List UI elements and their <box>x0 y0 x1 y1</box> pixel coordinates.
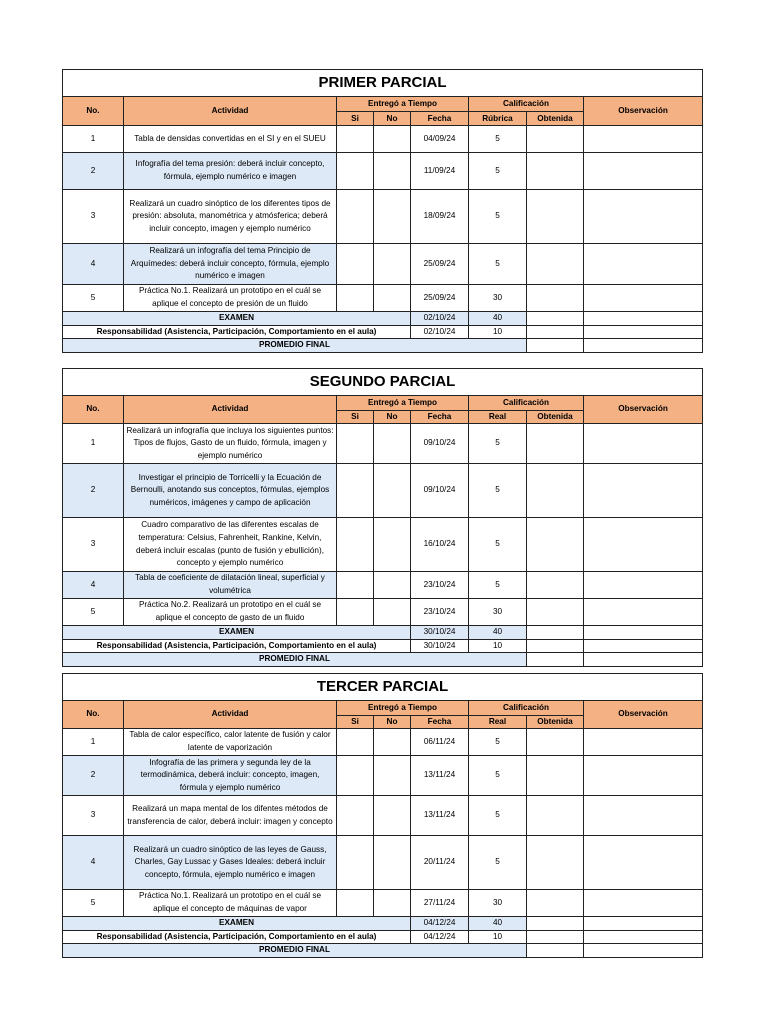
col-header-si: Si <box>337 716 374 729</box>
responsabilidad-observacion <box>584 930 703 944</box>
observacion-cell <box>584 424 703 464</box>
obtenida-cell <box>527 756 584 796</box>
col-header-no: No. <box>63 396 124 424</box>
col-header-rubrica: Real <box>469 411 527 424</box>
entrego-no-cell <box>374 153 411 190</box>
activity-number: 2 <box>63 464 124 518</box>
col-header-no-entrego: No <box>374 716 411 729</box>
entrego-si-cell <box>337 464 374 518</box>
col-header-fecha: Fecha <box>411 411 469 424</box>
table-row <box>63 729 703 756</box>
activity-description: Realizará un infografía que incluya los siguientes puntos: Tipos de flujos, Gasto de un fluido, fórmula, imagen y ejemplo numérico <box>124 424 337 464</box>
examen-valor: 40 <box>469 626 527 640</box>
activity-description: Infografía de las primera y segunda ley de la termodinámica, deberá incluir: concepto, imagen, fórmula y ejemplo numérico <box>124 756 337 796</box>
rubrica-cell: 5 <box>469 190 527 244</box>
entrego-si-cell <box>337 729 374 756</box>
activity-number: 3 <box>63 190 124 244</box>
fecha-cell: 20/11/24 <box>411 836 469 890</box>
obtenida-cell <box>527 518 584 572</box>
entrego-si-cell <box>337 836 374 890</box>
examen-observacion <box>584 626 703 640</box>
obtenida-cell <box>527 796 584 836</box>
entrego-no-cell <box>374 244 411 285</box>
section-title: SEGUNDO PARCIAL <box>63 369 703 396</box>
activity-number: 1 <box>63 729 124 756</box>
fecha-cell: 18/09/24 <box>411 190 469 244</box>
col-header-observacion: Observación <box>584 396 703 424</box>
table-row <box>63 285 703 312</box>
table-row <box>63 890 703 917</box>
col-header-actividad: Actividad <box>124 396 337 424</box>
examen-label: EXAMEN <box>63 917 411 931</box>
col-header-obtenida: Obtenida <box>527 716 584 729</box>
examen-label: EXAMEN <box>63 312 411 326</box>
rubrica-cell: 30 <box>469 890 527 917</box>
col-header-no: No. <box>63 97 124 126</box>
responsabilidad-row <box>63 930 703 944</box>
examen-row <box>63 312 703 326</box>
entrego-si-cell <box>337 126 374 153</box>
responsabilidad-row <box>63 639 703 653</box>
examen-obtenida <box>527 312 584 326</box>
col-header-rubrica: Rúbrica <box>469 112 527 126</box>
fecha-cell: 16/10/24 <box>411 518 469 572</box>
col-header-rubrica: Real <box>469 716 527 729</box>
responsabilidad-obtenida <box>527 639 584 653</box>
responsabilidad-valor: 10 <box>469 930 527 944</box>
entrego-si-cell <box>337 190 374 244</box>
activity-number: 5 <box>63 599 124 626</box>
obtenida-cell <box>527 729 584 756</box>
table-row <box>63 153 703 190</box>
table-row <box>63 126 703 153</box>
activity-number: 3 <box>63 518 124 572</box>
activity-description: Práctica No.1. Realizará un prototipo en el cuál se aplique el concepto de máquinas de vapor <box>124 890 337 917</box>
col-header-actividad: Actividad <box>124 97 337 126</box>
section-title: PRIMER PARCIAL <box>63 70 703 97</box>
col-header-no: No. <box>63 701 124 729</box>
entrego-no-cell <box>374 836 411 890</box>
col-header-no-entrego: No <box>374 112 411 126</box>
fecha-cell: 09/10/24 <box>411 424 469 464</box>
table-row <box>63 424 703 464</box>
observacion-cell <box>584 153 703 190</box>
grade-table <box>62 69 703 353</box>
activity-number: 1 <box>63 126 124 153</box>
entrego-no-cell <box>374 518 411 572</box>
table-row <box>63 756 703 796</box>
examen-label: EXAMEN <box>63 626 411 640</box>
observacion-cell <box>584 285 703 312</box>
responsabilidad-fecha: 04/12/24 <box>411 930 469 944</box>
col-header-calificacion: Calificación <box>469 396 584 411</box>
col-header-actividad: Actividad <box>124 701 337 729</box>
rubrica-cell: 5 <box>469 424 527 464</box>
responsabilidad-label: Responsabilidad (Asistencia, Participación, Comportamiento en el aula) <box>63 639 411 653</box>
entrego-no-cell <box>374 126 411 153</box>
obtenida-cell <box>527 572 584 599</box>
fecha-cell: 06/11/24 <box>411 729 469 756</box>
observacion-cell <box>584 244 703 285</box>
col-header-entrego: Entregó a Tiempo <box>337 701 469 716</box>
rubrica-cell: 5 <box>469 756 527 796</box>
grade-table <box>62 673 703 958</box>
examen-row <box>63 626 703 640</box>
activity-description: Cuadro comparativo de las diferentes escalas de temperatura: Celsius, Fahrenheit, Rankine, Kelvin, deberá incluir escalas (punto de fusión y ebullición), concepto y ejemplo numérico <box>124 518 337 572</box>
promedio-final-observacion <box>584 339 703 353</box>
examen-valor: 40 <box>469 312 527 326</box>
responsabilidad-label: Responsabilidad (Asistencia, Participación, Comportamiento en el aula) <box>63 930 411 944</box>
obtenida-cell <box>527 836 584 890</box>
activity-number: 4 <box>63 244 124 285</box>
promedio-final-observacion <box>584 944 703 958</box>
entrego-si-cell <box>337 599 374 626</box>
activity-number: 2 <box>63 153 124 190</box>
promedio-final-label: PROMEDIO FINAL <box>63 653 527 667</box>
entrego-no-cell <box>374 572 411 599</box>
col-header-no-entrego: No <box>374 411 411 424</box>
parcial-section-1 <box>62 69 702 353</box>
col-header-entrego: Entregó a Tiempo <box>337 396 469 411</box>
obtenida-cell <box>527 464 584 518</box>
obtenida-cell <box>527 890 584 917</box>
responsabilidad-label: Responsabilidad (Asistencia, Participación, Comportamiento en el aula) <box>63 325 411 339</box>
activity-number: 2 <box>63 756 124 796</box>
obtenida-cell <box>527 599 584 626</box>
table-row <box>63 836 703 890</box>
obtenida-cell <box>527 190 584 244</box>
examen-observacion <box>584 312 703 326</box>
rubrica-cell: 30 <box>469 599 527 626</box>
rubrica-cell: 30 <box>469 285 527 312</box>
activity-number: 3 <box>63 796 124 836</box>
activity-description: Tabla de calor específico, calor latente de fusión y calor latente de vaporización <box>124 729 337 756</box>
entrego-si-cell <box>337 244 374 285</box>
entrego-no-cell <box>374 796 411 836</box>
obtenida-cell <box>527 153 584 190</box>
fecha-cell: 23/10/24 <box>411 572 469 599</box>
table-row <box>63 464 703 518</box>
examen-obtenida <box>527 626 584 640</box>
table-row <box>63 190 703 244</box>
col-header-calificacion: Calificación <box>469 701 584 716</box>
col-header-obtenida: Obtenida <box>527 411 584 424</box>
rubrica-cell: 5 <box>469 836 527 890</box>
obtenida-cell <box>527 244 584 285</box>
observacion-cell <box>584 599 703 626</box>
examen-obtenida <box>527 917 584 931</box>
activity-description: Infografía del tema presión: deberá incluir concepto, fórmula, ejemplo numérico e imagen <box>124 153 337 190</box>
fecha-cell: 23/10/24 <box>411 599 469 626</box>
promedio-final-observacion <box>584 653 703 667</box>
table-row <box>63 572 703 599</box>
rubrica-cell: 5 <box>469 729 527 756</box>
table-row <box>63 599 703 626</box>
col-header-fecha: Fecha <box>411 112 469 126</box>
rubrica-cell: 5 <box>469 464 527 518</box>
responsabilidad-row <box>63 325 703 339</box>
entrego-no-cell <box>374 285 411 312</box>
responsabilidad-fecha: 30/10/24 <box>411 639 469 653</box>
examen-fecha: 02/10/24 <box>411 312 469 326</box>
rubrica-cell: 5 <box>469 796 527 836</box>
grade-table <box>62 368 703 667</box>
activity-description: Realizará un cuadro sinóptico de los diferentes tipos de presión: absoluta, manométrica y atmósferica; deberá incluir concepto, imagen y ejemplo numérico <box>124 190 337 244</box>
entrego-si-cell <box>337 424 374 464</box>
responsabilidad-obtenida <box>527 325 584 339</box>
activity-description: Investigar el principio de Torricelli y la Ecuación de Bernoulli, anotando sus conceptos, fórmulas, ejemplos numéricos, imágenes y campo de aplicación <box>124 464 337 518</box>
obtenida-cell <box>527 126 584 153</box>
entrego-no-cell <box>374 190 411 244</box>
entrego-no-cell <box>374 599 411 626</box>
responsabilidad-valor: 10 <box>469 325 527 339</box>
table-row <box>63 518 703 572</box>
promedio-final-row <box>63 944 703 958</box>
examen-fecha: 30/10/24 <box>411 626 469 640</box>
parcial-section-2 <box>62 368 702 667</box>
observacion-cell <box>584 756 703 796</box>
observacion-cell <box>584 836 703 890</box>
entrego-si-cell <box>337 890 374 917</box>
promedio-final-obtenida <box>527 339 584 353</box>
entrego-no-cell <box>374 890 411 917</box>
col-header-entrego: Entregó a Tiempo <box>337 97 469 112</box>
section-title: TERCER PARCIAL <box>63 674 703 701</box>
entrego-no-cell <box>374 756 411 796</box>
observacion-cell <box>584 796 703 836</box>
rubrica-cell: 5 <box>469 153 527 190</box>
rubrica-cell: 5 <box>469 518 527 572</box>
observacion-cell <box>584 729 703 756</box>
activity-description: Tabla de densidas convertidas en el SI y en el SUEU <box>124 126 337 153</box>
activity-description: Realizará un cuadro sinóptico de las leyes de Gauss, Charles, Gay Lussac y Gases Ideales: deberá incluir concepto, fórmula, ejemplo numérico e imagen <box>124 836 337 890</box>
activity-number: 4 <box>63 572 124 599</box>
promedio-final-obtenida <box>527 944 584 958</box>
observacion-cell <box>584 518 703 572</box>
examen-row <box>63 917 703 931</box>
examen-observacion <box>584 917 703 931</box>
activity-description: Tabla de coeficiente de dilatación lineal, superficial y volumétrica <box>124 572 337 599</box>
observacion-cell <box>584 890 703 917</box>
col-header-observacion: Observación <box>584 701 703 729</box>
fecha-cell: 11/09/24 <box>411 153 469 190</box>
activity-description: Realizará un mapa mental de los difentes métodos de transferencia de calor, deberá incluir: imagen y concepto <box>124 796 337 836</box>
table-row <box>63 796 703 836</box>
entrego-no-cell <box>374 464 411 518</box>
responsabilidad-obtenida <box>527 930 584 944</box>
promedio-final-label: PROMEDIO FINAL <box>63 339 527 353</box>
promedio-final-label: PROMEDIO FINAL <box>63 944 527 958</box>
col-header-calificacion: Calificación <box>469 97 584 112</box>
examen-fecha: 04/12/24 <box>411 917 469 931</box>
activity-number: 5 <box>63 285 124 312</box>
activity-number: 4 <box>63 836 124 890</box>
activity-description: Práctica No.1. Realizará un prototipo en el cuál se aplique el concepto de presión de un fluido <box>124 285 337 312</box>
fecha-cell: 25/09/24 <box>411 244 469 285</box>
fecha-cell: 13/11/24 <box>411 796 469 836</box>
rubrica-cell: 5 <box>469 572 527 599</box>
entrego-no-cell <box>374 729 411 756</box>
observacion-cell <box>584 126 703 153</box>
activity-description: Práctica No.2. Realizará un prototipo en el cuál se aplique el concepto de gasto de un fluido <box>124 599 337 626</box>
obtenida-cell <box>527 285 584 312</box>
fecha-cell: 09/10/24 <box>411 464 469 518</box>
promedio-final-obtenida <box>527 653 584 667</box>
entrego-no-cell <box>374 424 411 464</box>
promedio-final-row <box>63 653 703 667</box>
entrego-si-cell <box>337 153 374 190</box>
entrego-si-cell <box>337 518 374 572</box>
col-header-si: Si <box>337 411 374 424</box>
responsabilidad-fecha: 02/10/24 <box>411 325 469 339</box>
entrego-si-cell <box>337 756 374 796</box>
fecha-cell: 25/09/24 <box>411 285 469 312</box>
obtenida-cell <box>527 424 584 464</box>
observacion-cell <box>584 464 703 518</box>
table-row <box>63 244 703 285</box>
entrego-si-cell <box>337 285 374 312</box>
col-header-observacion: Observación <box>584 97 703 126</box>
col-header-si: Si <box>337 112 374 126</box>
activity-description: Realizará un infografía del tema Principio de Arquímedes: deberá incluir concepto, fórmula, ejemplo numérico e imagen <box>124 244 337 285</box>
fecha-cell: 27/11/24 <box>411 890 469 917</box>
responsabilidad-observacion <box>584 639 703 653</box>
col-header-obtenida: Obtenida <box>527 112 584 126</box>
rubrica-cell: 5 <box>469 244 527 285</box>
rubrica-cell: 5 <box>469 126 527 153</box>
col-header-fecha: Fecha <box>411 716 469 729</box>
observacion-cell <box>584 190 703 244</box>
activity-number: 1 <box>63 424 124 464</box>
examen-valor: 40 <box>469 917 527 931</box>
fecha-cell: 04/09/24 <box>411 126 469 153</box>
parcial-section-3 <box>62 673 702 958</box>
fecha-cell: 13/11/24 <box>411 756 469 796</box>
responsabilidad-observacion <box>584 325 703 339</box>
entrego-si-cell <box>337 796 374 836</box>
entrego-si-cell <box>337 572 374 599</box>
responsabilidad-valor: 10 <box>469 639 527 653</box>
activity-number: 5 <box>63 890 124 917</box>
observacion-cell <box>584 572 703 599</box>
promedio-final-row <box>63 339 703 353</box>
